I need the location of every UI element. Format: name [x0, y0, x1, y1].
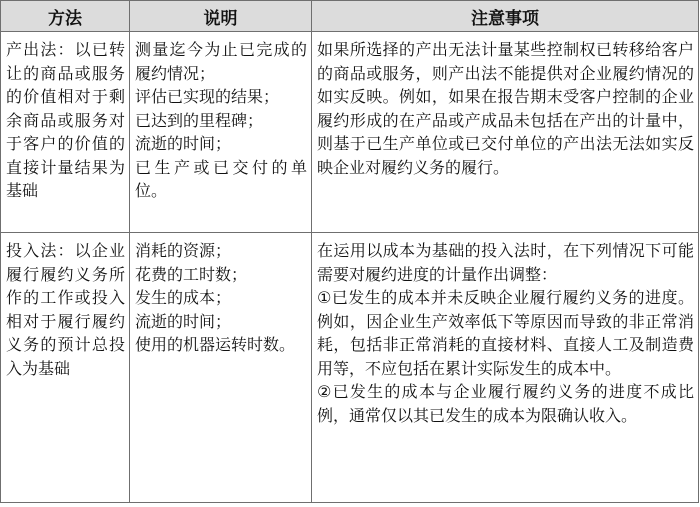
description-item: 流逝的时间；	[135, 134, 232, 153]
description-item: 已生产或已交付的单位。	[135, 157, 307, 200]
description-item: 使用的机器运转时数。	[135, 335, 296, 354]
method-cell: 投入法：以企业履行履约义务所作的工作或投入相对于履行履约义务的预计总投入为基础	[1, 233, 130, 503]
description-cell	[130, 32, 312, 233]
description-item: 发生的成本；	[135, 288, 232, 307]
description-item: 已达到的里程碑；	[135, 110, 264, 130]
notes-paragraph: ②已发生的成本与企业履行履约义务的进度不成比例，通常仅以其已发生的成本为限确认收入。	[317, 382, 694, 425]
notes-cell	[312, 233, 699, 503]
notes-paragraph: ①已发生的成本并未反映企业履行履约义务的进度。例如，因企业生产效率低下等原因而导致的非正常消耗，包括非正常消耗的直接材料、直接人工及制造费用等，不应包括在累计实际发生的成本中。	[317, 288, 694, 378]
header-method: 方法	[1, 1, 130, 32]
description-item: 流逝的时间；	[135, 311, 232, 331]
header-notes: 注意事项	[312, 1, 699, 32]
notes-cell	[312, 32, 699, 233]
table-row-output-method	[1, 32, 699, 233]
table-row-input-method	[1, 233, 699, 503]
table-header-row	[1, 1, 699, 32]
description-item: 消耗的资源；	[135, 241, 232, 260]
method-cell: 产出法：以已转让的商品或服务的价值相对于剩余商品或服务对于客户的价值的直接计量结果为基础	[1, 32, 130, 233]
description-cell	[130, 233, 312, 503]
description-item: 测量迄今为止已完成的履约情况；	[135, 40, 307, 83]
header-description: 说明	[130, 1, 312, 32]
description-item: 花费的工时数；	[135, 264, 248, 284]
notes-paragraph: 在运用以成本为基础的投入法时，在下列情况下可能需要对履约进度的计量作出调整：	[317, 241, 694, 284]
description-item: 评估已实现的结果；	[135, 87, 280, 106]
notes-paragraph: 如果所选择的产出无法计量某些控制权已转移给客户的商品或服务，则产出法不能提供对企业履约情况的如实反映。例如，如果在报告期末受客户控制的企业履约形成的在产品或产成品未包括在产出的计量中，则基于已生产单位或已交付单位的产出法无法如实反映企业对履约义务的履行。	[317, 40, 694, 177]
